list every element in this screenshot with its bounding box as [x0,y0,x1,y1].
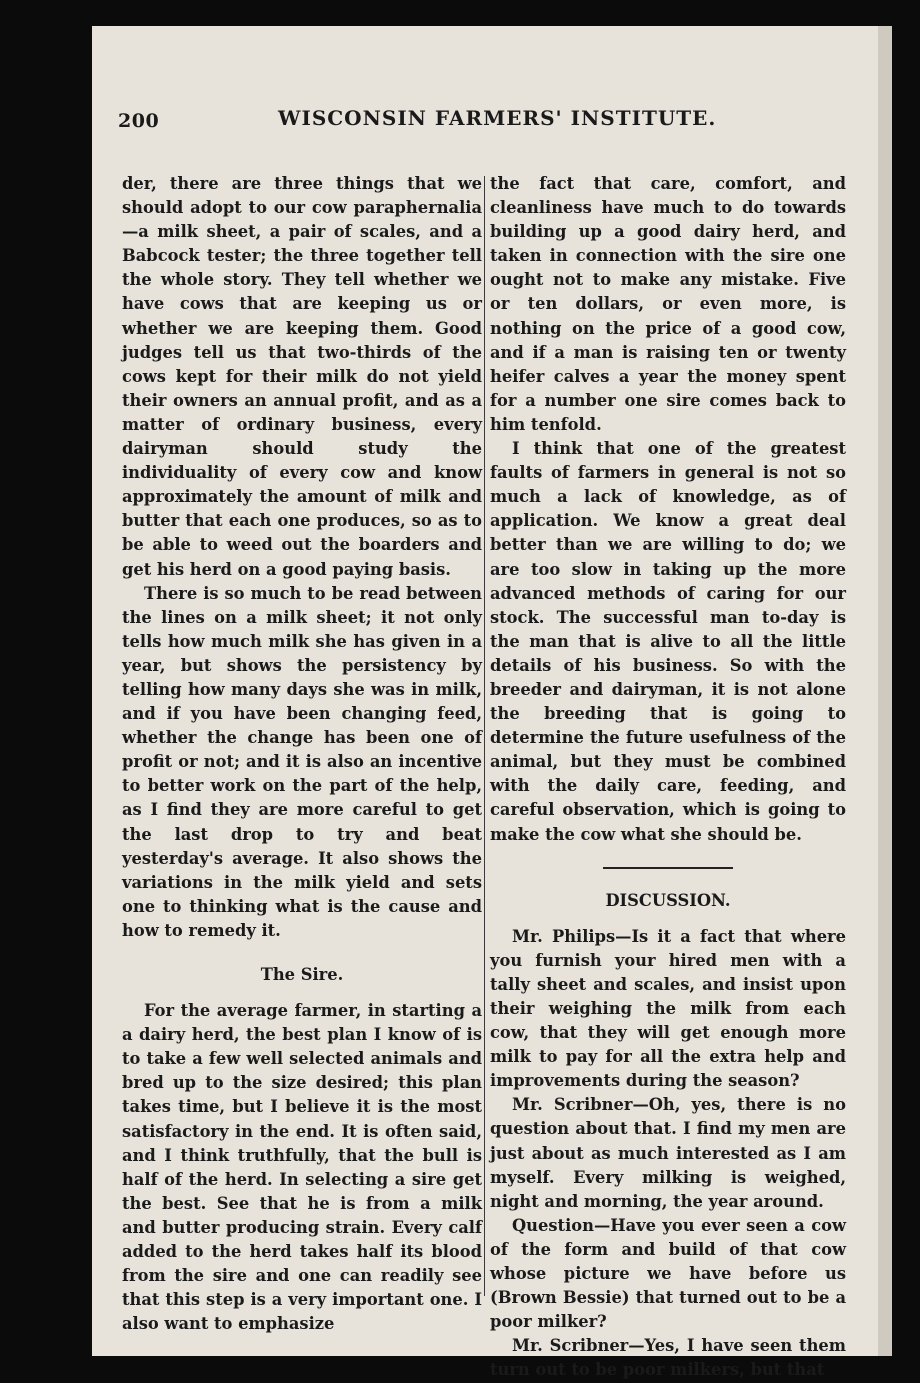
page-number: 200 [118,110,160,132]
left-paragraph-2: There is so much to be read between the lines on a milk sheet; it not only tells how much milk she has given in a year, but shows the persistency by telling how many days she was in milk, and if you have been changing feed, whether the change has been one of profit or not; and it is also an incentive to better work on the part of the help, as I find they are more careful to get the last drop to try and beat yesterday's average. It also shows the variations in the milk yield and sets one to thinking what is the cause and how to remedy it. [122,583,482,940]
speaker-name: Question [512,1215,594,1235]
discussion-entry [490,1214,846,1334]
discussion-heading: DISCUSSION. [605,890,731,910]
speaker-name: Mr. Scribner [512,1095,633,1115]
left-column [122,172,482,1336]
left-paragraph-1: der, there are three things that we should adopt to our cow paraphernalia—a milk sheet, a pair of scales, and a Babcock tester; the three together tell the whole story. They tell whether we have cows that are keeping us or whether we are keeping them. Good judges tell us that two-thirds of the cows kept for their milk do not yield their owners an annual profit, and as a matter of ordinary business, every dairyman should study the individuality of every cow and know approximately the amount of milk and butter that each one produces, so as to be able to weed out the boarders and get his herd on a good paying basis. [122,174,482,579]
discussion-text: —Have you ever seen a cow of the form and build of that cow whose picture we have before us (Brown Bessie) that turned out to be a poor milker? [490,1215,846,1332]
section-separator [603,867,733,869]
page-header [118,106,717,142]
column-divider [484,176,485,1296]
right-paragraph-1: the fact that care, comfort, and cleanliness have much to do towards building up a good dairy herd, and taken in connection with the sire one ought not to make any mistake. Five or ten dollars, or even more, is nothing on the price of a good cow, and if a man is raising ten or twenty heifer calves a year the money spent for a number one sire comes back to him tenfold. [490,174,846,434]
speaker-name: Mr. Scribner [512,1336,629,1356]
right-paragraph-2: I think that one of the greatest faults of farmers in general is not so much a lack of knowledge, as of application. We know a great deal better than we are willing to do; we are too slow in taking up the more advanced methods of caring for our stock. The successful man to-day is the man that is alive to all the little details of his business. So with the breeder and dairyman, it is not alone the breeding that is going to determine the future usefulness of the animal, but they must be combined with the daily care, feeding, and careful observation, which is going to make the cow what she should be. [490,439,846,844]
section-heading-sire: The Sire. [260,965,344,984]
discussion-text: —Yes, I have seen them turn out to be poor milkers, but that [490,1336,846,1380]
running-title: WISCONSIN FARMERS' INSTITUTE. [278,106,717,130]
discussion-entry [490,925,846,1094]
discussion-text: —Oh, yes, there is no question about that. I find my men are just about as much interested as I am myself. Every milking is weighed, night and morning, the year around. [490,1095,846,1211]
left-paragraph-3: For the average farmer, in starting a a dairy herd, the best plan I know of is to take a few well selected animals and bred up to the size desired; this plan takes time, but I believe it is the most satisfactory in the end. It is often said, and I think truthfully, that the bull is half of the herd. In selecting a sire get the best. See that he is from a milk and butter producing strain. Every calf added to the herd takes half its blood from the sire and one can readily see that this step is a very important one. I also want to emphasize [122,1001,482,1334]
discussion-entry [490,1093,846,1213]
book-page [92,26,892,1380]
right-column [490,172,846,1383]
speaker-name: Mr. Philips [512,926,616,946]
discussion-entry [490,1334,846,1382]
discussion-text: —Is it a fact that where you furnish your hired men with a tally sheet and scales, and insist upon their weighing the milk from each cow, that they will get enough more milk to pay for all the extra help and improvements during the season? [490,926,846,1091]
